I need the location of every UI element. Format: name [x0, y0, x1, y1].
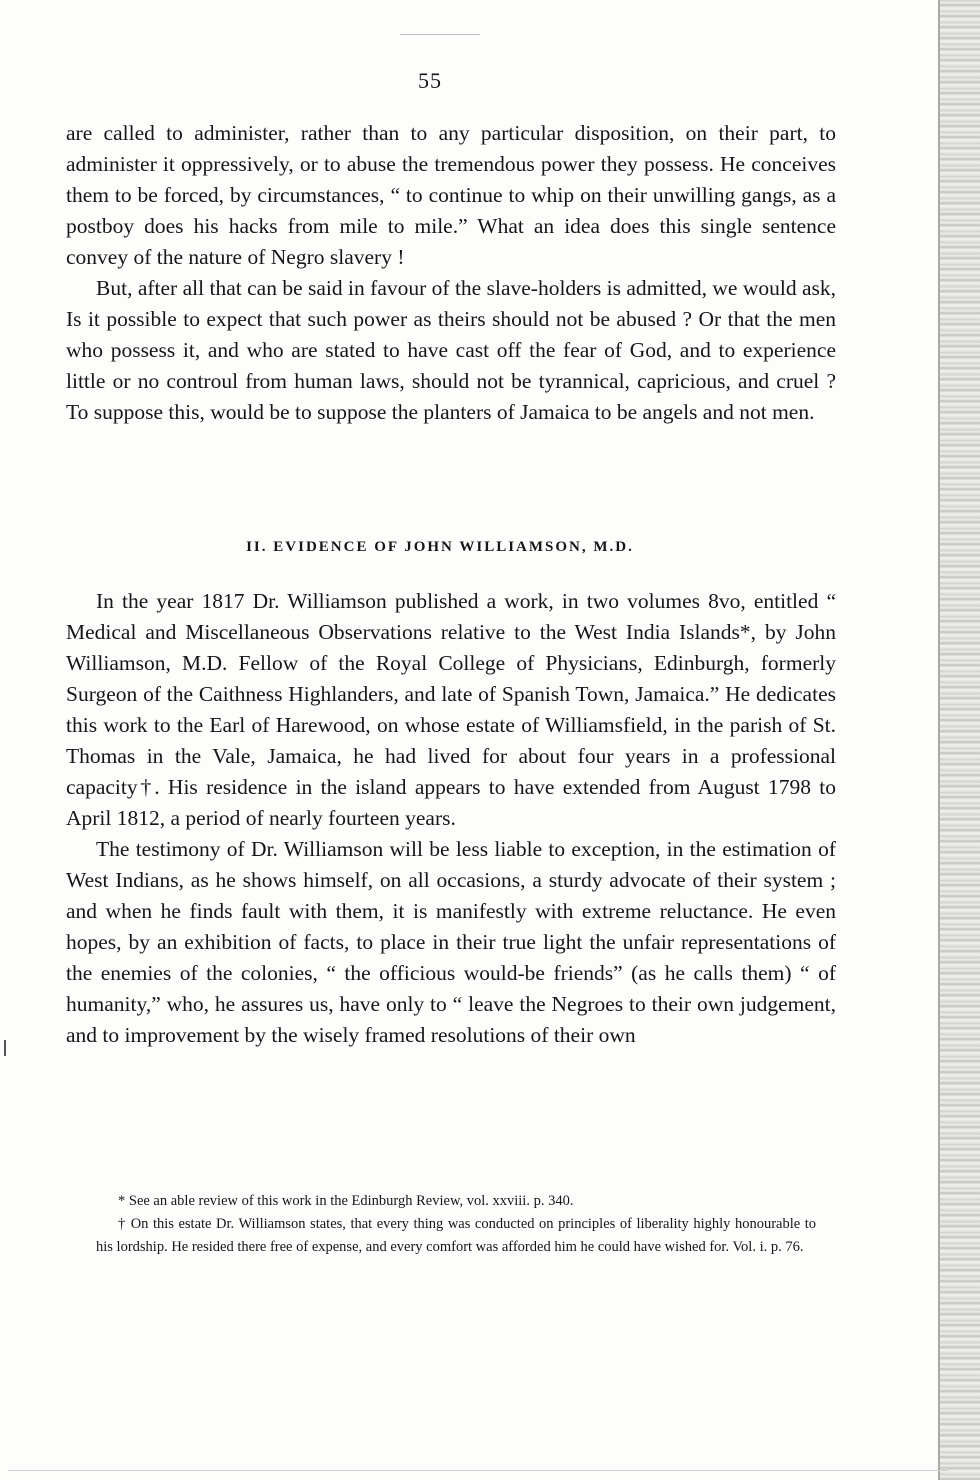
paragraph: In the year 1817 Dr. Williamson published a work, in two volumes 8vo, entitled “ Medical and Miscellaneous Observations relative to the West India Islands*, by John Williamson, M.D. Fellow of the Royal College of Physicians, Edinburgh, formerly Surgeon of the Caithness Highlanders, and late of Spanish Town, Jamaica.” He dedicates this work to the Earl of Harewood, on whose estate of Williamsfield, in the parish of St. Thomas in the Vale, Jamaica, he had lived for about four years in a professional capacity†. His residence in the island appears to have extended from August 1798 to April 1812, a period of nearly fourteen years. [66, 589, 836, 830]
section-heading: II. EVIDENCE OF JOHN WILLIAMSON, M.D. [246, 539, 634, 555]
book-spine-edge [938, 0, 980, 1480]
margin-mark [4, 1040, 6, 1056]
text-block-top [66, 118, 836, 428]
paragraph: are called to administer, rather than to any particular disposition, on their part, to administer it oppressively, or to abuse the tremendous power they possess. He conceives them to be forced, by circumstances, “ to continue to whip on their unwilling gangs, as a postboy does his hacks from mile to mile.” What an idea does this single sentence convey of the nature of Negro slavery ! [66, 121, 836, 269]
paragraph: The testimony of Dr. Williamson will be less liable to exception, in the estimation of West Indians, as he shows himself, on all occasions, a sturdy advocate of their system ; and when he finds fault with them, it is manifestly with extreme reluctance. He even hopes, by an exhibition of facts, to place in their true light the unfair representations of the enemies of the colonies, “ the officious would-be friends” (as he calls them) “ of humanity,” who, he assures us, have only to “ leave the Negroes to their own judgement, and to improvement by the wisely framed resolutions of their own [66, 837, 836, 1047]
text-block-bottom [66, 586, 836, 1051]
bottom-edge-line [8, 1470, 948, 1471]
top-rule [400, 34, 480, 35]
page-number: 55 [418, 68, 442, 93]
footnote: * See an able review of this work in the Edinburgh Review, vol. xxviii. p. 340. [118, 1193, 574, 1209]
footnote: † On this estate Dr. Williamson states, that every thing was conducted on principles of liberality highly honourable to his lordship. He resided there free of expense, and every comfort was afforded him he could have wished for. Vol. i. p. 76. [96, 1216, 816, 1255]
gutter-line [938, 0, 940, 1480]
footnotes [96, 1190, 816, 1259]
paragraph: But, after all that can be said in favour of the slave-holders is admitted, we would ask, Is it possible to expect that such power as theirs should not be abused ? Or that the men who possess it, and who are stated to have cast off the fear of God, and to experience little or no controul from human laws, should not be tyrannical, capricious, and cruel ? To suppose this, would be to suppose the planters of Jamaica to be angels and not men. [66, 276, 836, 424]
